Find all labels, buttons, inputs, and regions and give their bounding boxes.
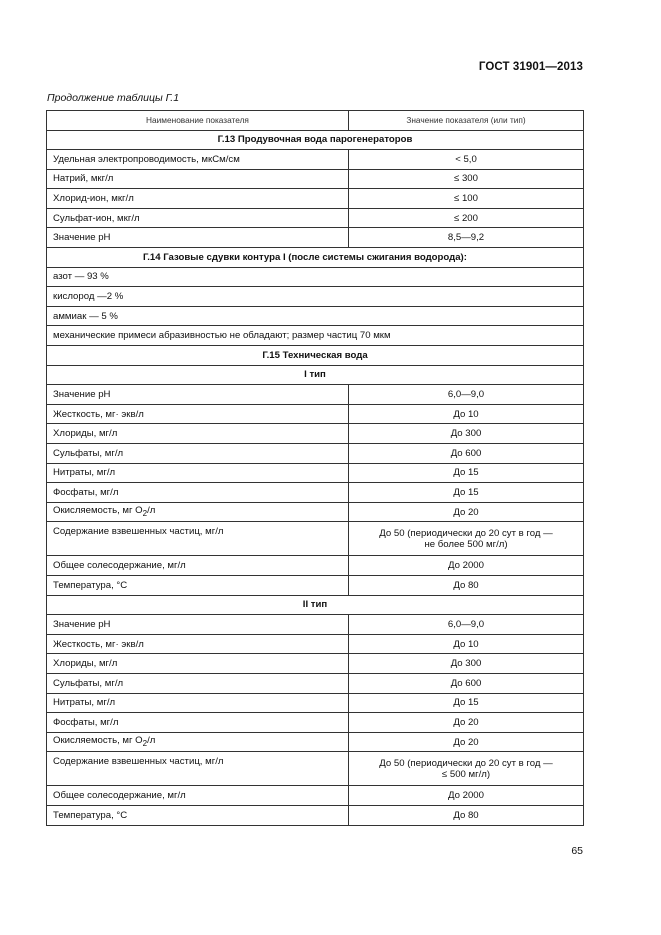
row-name: Хлориды, мг/л (47, 654, 349, 674)
row-name: Хлориды, мг/л (47, 424, 349, 444)
table-row (47, 267, 584, 287)
row-value: ≤ 200 (349, 208, 584, 228)
page-number: 65 (571, 845, 583, 857)
table-row (47, 786, 584, 806)
row-name: Общее солесодержание, мг/л (47, 786, 349, 806)
row-name: Температура, °C (47, 805, 349, 825)
subsection-type1 (47, 365, 584, 385)
row-name: Значение pH (47, 228, 349, 248)
gas-line: аммиак — 5 % (47, 306, 584, 326)
gas-line: азот — 93 % (47, 267, 584, 287)
table-header-row (47, 111, 584, 131)
row-value-line2: ≤ 500 мг/л) (441, 768, 491, 780)
row-value: До 2000 (349, 786, 584, 806)
row-name: Жесткость, мг· экв/л (47, 634, 349, 654)
row-name: Натрий, мкг/л (47, 169, 349, 189)
row-value: 6,0—9,0 (349, 615, 584, 635)
table-row (47, 150, 584, 170)
row-name (47, 502, 349, 522)
subsection-title: I тип (47, 365, 584, 385)
row-value: До 300 (349, 424, 584, 444)
table-row (47, 189, 584, 209)
row-value: До 2000 (349, 556, 584, 576)
gas-line: кислород —2 % (47, 287, 584, 307)
row-name: Фосфаты, мг/л (47, 713, 349, 733)
table-row (47, 326, 584, 346)
row-value: 8,5—9,2 (349, 228, 584, 248)
table-row (47, 634, 584, 654)
table-row (47, 385, 584, 405)
table-row (47, 615, 584, 635)
table-row (47, 287, 584, 307)
section-title: Г.14 Газовые сдувки контура I (после системы сжигания водорода): (47, 248, 584, 268)
row-name: Значение pH (47, 615, 349, 635)
table-row (47, 673, 584, 693)
table-row (47, 693, 584, 713)
row-value: 6,0—9,0 (349, 385, 584, 405)
table-row (47, 805, 584, 825)
row-name: Сульфаты, мг/л (47, 444, 349, 464)
oxid-unit: /л (147, 505, 156, 517)
row-name: Температура, °C (47, 575, 349, 595)
row-value: До 80 (349, 575, 584, 595)
section-g13-header (47, 130, 584, 150)
table-row (47, 713, 584, 733)
row-name: Содержание взвешенных частиц, мг/л (47, 752, 349, 786)
oxid-subscript: 2 (142, 509, 148, 519)
row-value: До 20 (349, 713, 584, 733)
oxid-subscript: 2 (142, 738, 148, 748)
table-row (47, 654, 584, 674)
row-value: До 15 (349, 483, 584, 503)
row-name: Сульфат-ион, мкг/л (47, 208, 349, 228)
table-row (47, 228, 584, 248)
row-value: До 600 (349, 673, 584, 693)
row-name: Общее солесодержание, мг/л (47, 556, 349, 576)
oxid-unit: /л (147, 735, 156, 747)
standard-number: ГОСТ 31901—2013 (478, 61, 583, 73)
table-row (47, 483, 584, 503)
oxid-label: Окисляемость, мг O (53, 505, 143, 517)
row-value: До 600 (349, 444, 584, 464)
oxid-label: Окисляемость, мг O (53, 735, 143, 747)
row-value: До 10 (349, 634, 584, 654)
subsection-title: II тип (47, 595, 584, 615)
row-name: Значение pH (47, 385, 349, 405)
table-row (47, 502, 584, 522)
indicator-table (46, 110, 584, 826)
row-value: До 15 (349, 463, 584, 483)
row-name: Хлорид-ион, мкг/л (47, 189, 349, 209)
row-value: До 15 (349, 693, 584, 713)
row-value: До 80 (349, 805, 584, 825)
table-row (47, 556, 584, 576)
table-row (47, 752, 584, 786)
row-name (47, 732, 349, 752)
row-value-line1: До 50 (периодически до 20 сут в год — (379, 757, 553, 769)
table-row (47, 169, 584, 189)
row-value: ≤ 300 (349, 169, 584, 189)
table-row (47, 575, 584, 595)
col-header-value: Значение показателя (или тип) (349, 111, 584, 131)
row-name: Сульфаты, мг/л (47, 673, 349, 693)
section-title: Г.15 Техническая вода (47, 346, 584, 366)
table-row (47, 404, 584, 424)
row-name: Нитраты, мг/л (47, 463, 349, 483)
row-value: До 10 (349, 404, 584, 424)
table-row (47, 424, 584, 444)
section-g15-header (47, 346, 584, 366)
gas-line: механические примеси абразивностью не обладают; размер частиц 70 мкм (47, 326, 584, 346)
row-name: Жесткость, мг· экв/л (47, 404, 349, 424)
row-value: До 300 (349, 654, 584, 674)
table-row (47, 522, 584, 556)
table-row (47, 732, 584, 752)
table-row (47, 306, 584, 326)
row-value-line1: До 50 (периодически до 20 сут в год — (379, 527, 553, 539)
table-row (47, 444, 584, 464)
row-name: Удельная электропроводимость, мкСм/см (47, 150, 349, 170)
row-value: До 20 (349, 732, 584, 752)
row-value: ≤ 100 (349, 189, 584, 209)
row-value (349, 522, 584, 556)
row-name: Фосфаты, мг/л (47, 483, 349, 503)
table-row (47, 463, 584, 483)
subsection-type2 (47, 595, 584, 615)
row-value: < 5,0 (349, 150, 584, 170)
table-caption: Продолжение таблицы Г.1 (47, 92, 180, 104)
row-value: До 20 (349, 502, 584, 522)
row-value-line2: не более 500 мг/л) (424, 538, 508, 550)
col-header-name: Наименование показателя (47, 111, 349, 131)
row-value (349, 752, 584, 786)
row-name: Нитраты, мг/л (47, 693, 349, 713)
row-name: Содержание взвешенных частиц, мг/л (47, 522, 349, 556)
table-row (47, 208, 584, 228)
section-title: Г.13 Продувочная вода парогенераторов (47, 130, 584, 150)
section-g14-header (47, 248, 584, 268)
